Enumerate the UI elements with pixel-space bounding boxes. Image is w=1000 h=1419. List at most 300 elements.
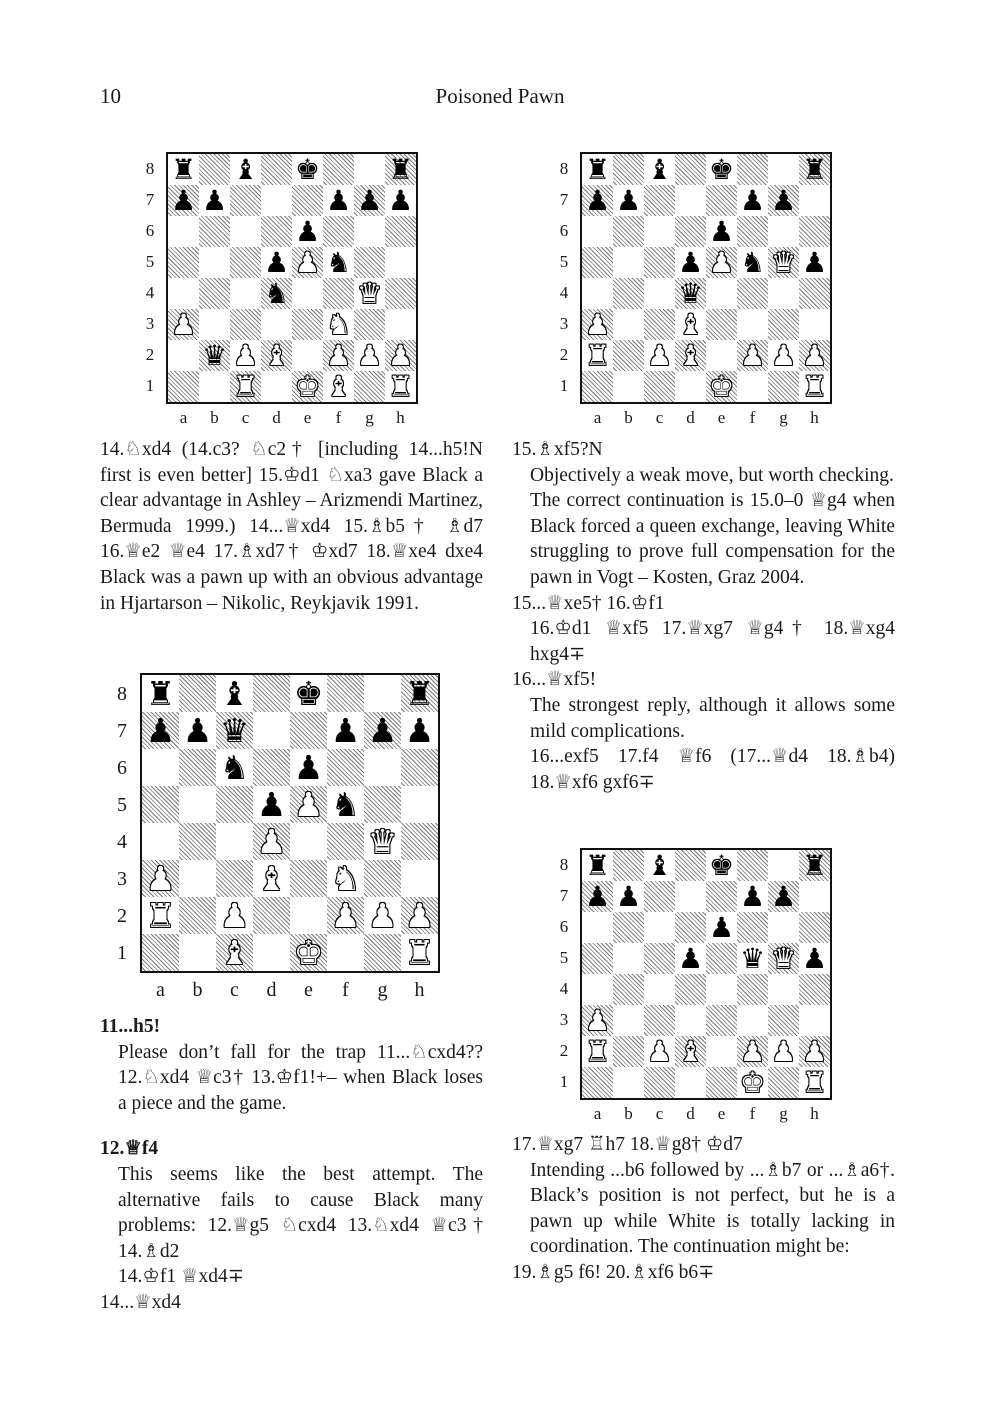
square-b6 (179, 749, 216, 786)
black-bishop-icon: ♝ (646, 850, 673, 881)
file-label: c (655, 1104, 664, 1123)
white-queen-icon: ♛ (770, 943, 797, 974)
white-king-icon: ♚ (739, 1067, 766, 1098)
white-king-icon: ♚ (294, 371, 321, 402)
white-pawn-icon: ♟ (739, 340, 766, 371)
square-e7 (706, 185, 737, 216)
square-e2 (706, 1036, 737, 1067)
square-f7 (737, 185, 768, 216)
square-h4 (799, 974, 830, 1005)
square-d7 (675, 185, 706, 216)
square-h4 (385, 278, 416, 309)
file-label: f (749, 1104, 756, 1123)
square-h1 (385, 371, 416, 402)
left-column (100, 437, 483, 616)
black-king-icon: ♚ (708, 850, 735, 881)
square-d2 (675, 1036, 706, 1067)
rank-label: 6 (145, 220, 155, 240)
square-g6 (768, 912, 799, 943)
square-b6 (613, 912, 644, 943)
square-g7 (768, 881, 799, 912)
square-d4 (675, 278, 706, 309)
white-pawn-icon: ♟ (367, 897, 398, 934)
variation: 16.♔d1 ♕xf5 17.♕xg7 ♕g4† 18.♕xg4 hxg4∓ (530, 618, 895, 665)
square-g3 (354, 309, 385, 340)
square-h3 (401, 860, 438, 897)
square-b6 (613, 216, 644, 247)
square-d5 (253, 786, 290, 823)
square-g1 (354, 371, 385, 402)
rank-label: 2 (559, 344, 569, 364)
rank-label: 6 (559, 916, 569, 936)
white-pawn-icon: ♟ (708, 247, 735, 278)
black-pawn-icon: ♟ (367, 712, 398, 749)
square-f8 (737, 850, 768, 881)
black-pawn-icon: ♟ (770, 185, 797, 216)
rank-label: 3 (559, 313, 569, 333)
black-knight-icon: ♞ (739, 247, 766, 278)
paragraph: Objectively a weak move, but worth checking. (530, 464, 894, 486)
file-label: h (396, 408, 405, 427)
black-knight-icon: ♞ (325, 247, 352, 278)
square-b7 (613, 881, 644, 912)
square-f6 (323, 216, 354, 247)
file-label: h (810, 408, 819, 427)
square-b4 (179, 823, 216, 860)
square-g4 (768, 974, 799, 1005)
white-pawn-icon: ♟ (584, 1005, 611, 1036)
black-queen-icon: ♛ (201, 340, 228, 371)
left-column-lower (100, 1014, 483, 1316)
square-b7 (613, 185, 644, 216)
square-a3 (582, 1005, 613, 1036)
square-e1 (706, 1067, 737, 1098)
square-d7 (675, 881, 706, 912)
file-label: b (210, 408, 219, 427)
square-h2 (799, 340, 830, 371)
square-e6 (706, 912, 737, 943)
square-h4 (401, 823, 438, 860)
square-d6 (675, 912, 706, 943)
square-f7 (323, 185, 354, 216)
square-a2 (582, 340, 613, 371)
white-bishop-icon: ♝ (263, 340, 290, 371)
square-f1 (737, 1067, 768, 1098)
square-g2 (364, 897, 401, 934)
square-h7 (385, 185, 416, 216)
chessboard (580, 152, 832, 404)
rank-label: 2 (145, 344, 155, 364)
square-f8 (327, 675, 364, 712)
move-line: 17.♕xg7 ♖h7 18.♕g8† ♔d7 (512, 1134, 743, 1155)
variation: 14.♔f1 ♕xd4∓ (118, 1266, 245, 1288)
rank-label: 5 (145, 251, 155, 271)
square-d2 (253, 897, 290, 934)
move-line: 14...♕xd4 (100, 1291, 181, 1313)
square-g3 (768, 309, 799, 340)
black-knight-icon: ♞ (263, 278, 290, 309)
chessboard (166, 152, 418, 404)
square-g2 (768, 340, 799, 371)
square-a7 (142, 712, 179, 749)
rank-label: 1 (117, 941, 127, 964)
square-g6 (364, 749, 401, 786)
square-d4 (261, 278, 292, 309)
square-a3 (582, 309, 613, 340)
square-c2 (216, 897, 253, 934)
square-g2 (354, 340, 385, 371)
square-c4 (216, 823, 253, 860)
square-g5 (768, 247, 799, 278)
square-f3 (737, 309, 768, 340)
square-c8 (644, 850, 675, 881)
square-c3 (216, 860, 253, 897)
white-pawn-icon: ♟ (770, 1036, 797, 1067)
square-f7 (327, 712, 364, 749)
square-a3 (142, 860, 179, 897)
square-d7 (253, 712, 290, 749)
file-label: b (192, 979, 203, 1001)
square-b8 (199, 154, 230, 185)
square-b7 (199, 185, 230, 216)
square-g4 (768, 278, 799, 309)
black-queen-icon: ♛ (739, 943, 766, 974)
square-b1 (179, 934, 216, 971)
square-d5 (261, 247, 292, 278)
white-rook-icon: ♜ (145, 897, 176, 934)
black-king-icon: ♚ (293, 675, 324, 712)
white-bishop-icon: ♝ (677, 340, 704, 371)
square-c4 (230, 278, 261, 309)
black-bishop-icon: ♝ (646, 154, 673, 185)
rank-label: 5 (117, 793, 127, 816)
black-pawn-icon: ♟ (256, 786, 287, 823)
file-label: g (377, 979, 388, 1001)
square-f6 (737, 216, 768, 247)
white-pawn-icon: ♟ (801, 1036, 828, 1067)
rank-label: 4 (559, 282, 569, 302)
square-e5 (290, 786, 327, 823)
rank-label: 8 (145, 158, 155, 178)
square-c4 (644, 278, 675, 309)
square-d1 (675, 1067, 706, 1098)
square-c2 (644, 340, 675, 371)
square-f5 (323, 247, 354, 278)
white-pawn-icon: ♟ (294, 247, 321, 278)
rank-label: 8 (559, 854, 569, 874)
square-h3 (799, 309, 830, 340)
rank-label: 2 (559, 1040, 569, 1060)
square-a7 (168, 185, 199, 216)
white-pawn-icon: ♟ (646, 340, 673, 371)
square-e3 (292, 309, 323, 340)
file-label: c (655, 408, 664, 427)
chessboard (140, 673, 440, 973)
square-a8 (168, 154, 199, 185)
black-pawn-icon: ♟ (387, 185, 414, 216)
square-f5 (327, 786, 364, 823)
black-pawn-icon: ♟ (145, 712, 176, 749)
file-label: d (686, 1104, 695, 1123)
square-a4 (142, 823, 179, 860)
square-f4 (323, 278, 354, 309)
square-a2 (142, 897, 179, 934)
right-column-lower (512, 1132, 895, 1286)
square-h1 (799, 371, 830, 402)
square-e3 (290, 860, 327, 897)
square-g8 (768, 154, 799, 185)
rank-label: 1 (145, 375, 155, 395)
square-h8 (401, 675, 438, 712)
square-b3 (613, 1005, 644, 1036)
file-label: b (624, 408, 633, 427)
white-rook-icon: ♜ (584, 340, 611, 371)
square-c3 (644, 309, 675, 340)
move-heading: 12.♕f4 (100, 1138, 159, 1160)
white-rook-icon: ♜ (584, 1036, 611, 1067)
square-b2 (613, 340, 644, 371)
black-pawn-icon: ♟ (325, 185, 352, 216)
square-g3 (768, 1005, 799, 1036)
square-e2 (292, 340, 323, 371)
square-d8 (675, 154, 706, 185)
square-b5 (613, 943, 644, 974)
square-g7 (364, 712, 401, 749)
file-label: d (272, 408, 281, 427)
white-knight-icon: ♞ (330, 860, 361, 897)
file-label: f (749, 408, 756, 427)
square-d8 (261, 154, 292, 185)
black-pawn-icon: ♟ (182, 712, 213, 749)
square-a4 (168, 278, 199, 309)
square-g7 (768, 185, 799, 216)
square-e8 (706, 154, 737, 185)
square-g6 (768, 216, 799, 247)
square-e2 (290, 897, 327, 934)
square-e1 (290, 934, 327, 971)
square-g1 (364, 934, 401, 971)
file-label: c (241, 408, 250, 427)
square-h6 (799, 216, 830, 247)
square-g8 (354, 154, 385, 185)
white-pawn-icon: ♟ (770, 340, 797, 371)
square-a6 (582, 912, 613, 943)
rank-label: 5 (559, 251, 569, 271)
square-g1 (768, 1067, 799, 1098)
square-e7 (292, 185, 323, 216)
square-e8 (290, 675, 327, 712)
white-pawn-icon: ♟ (325, 340, 352, 371)
file-label: e (303, 408, 312, 427)
square-c1 (644, 1067, 675, 1098)
square-d3 (253, 860, 290, 897)
square-b5 (613, 247, 644, 278)
square-c5 (216, 786, 253, 823)
square-a7 (582, 881, 613, 912)
white-queen-icon: ♛ (367, 823, 398, 860)
move-heading: 11...h5! (100, 1016, 161, 1037)
square-b2 (613, 1036, 644, 1067)
black-pawn-icon: ♟ (677, 247, 704, 278)
square-c5 (644, 247, 675, 278)
square-d5 (675, 247, 706, 278)
square-d8 (675, 850, 706, 881)
square-c6 (216, 749, 253, 786)
file-label: a (593, 408, 602, 427)
variation: 16...exf5 17.f4 ♕f6 (17...♕d4 18.♗b4) 18.♕xf6 gxf6∓ (530, 746, 895, 793)
file-label: e (717, 1104, 726, 1123)
black-rook-icon: ♜ (404, 675, 435, 712)
square-d6 (261, 216, 292, 247)
square-f8 (323, 154, 354, 185)
square-f6 (737, 912, 768, 943)
white-pawn-icon: ♟ (739, 1036, 766, 1067)
square-f5 (737, 247, 768, 278)
white-pawn-icon: ♟ (387, 340, 414, 371)
black-pawn-icon: ♟ (708, 912, 735, 943)
square-b2 (179, 897, 216, 934)
square-c7 (644, 881, 675, 912)
square-f1 (327, 934, 364, 971)
square-a5 (582, 943, 613, 974)
square-a1 (168, 371, 199, 402)
file-label: e (304, 979, 313, 1001)
square-a5 (142, 786, 179, 823)
square-e6 (706, 216, 737, 247)
black-queen-icon: ♛ (677, 278, 704, 309)
move-line: 16...♕xf5! (512, 669, 597, 691)
black-rook-icon: ♜ (170, 154, 197, 185)
white-rook-icon: ♜ (801, 371, 828, 402)
white-pawn-icon: ♟ (145, 860, 176, 897)
black-pawn-icon: ♟ (801, 943, 828, 974)
square-e1 (292, 371, 323, 402)
black-pawn-icon: ♟ (263, 247, 290, 278)
square-f4 (327, 823, 364, 860)
square-a8 (142, 675, 179, 712)
square-b4 (199, 278, 230, 309)
square-d1 (261, 371, 292, 402)
square-g3 (364, 860, 401, 897)
square-b1 (199, 371, 230, 402)
square-f6 (327, 749, 364, 786)
square-b4 (613, 278, 644, 309)
white-queen-icon: ♛ (356, 278, 383, 309)
square-h7 (799, 185, 830, 216)
square-b7 (179, 712, 216, 749)
file-label: a (179, 408, 188, 427)
square-g2 (768, 1036, 799, 1067)
rank-label: 3 (145, 313, 155, 333)
black-king-icon: ♚ (708, 154, 735, 185)
square-c6 (230, 216, 261, 247)
square-d3 (675, 309, 706, 340)
square-f5 (737, 943, 768, 974)
square-f1 (737, 371, 768, 402)
square-d1 (253, 934, 290, 971)
square-f4 (737, 278, 768, 309)
white-queen-icon: ♛ (770, 247, 797, 278)
square-g8 (364, 675, 401, 712)
rank-label: 6 (117, 756, 127, 779)
square-a3 (168, 309, 199, 340)
square-e6 (290, 749, 327, 786)
square-c7 (216, 712, 253, 749)
square-h3 (385, 309, 416, 340)
square-e3 (706, 1005, 737, 1036)
rank-label: 4 (145, 282, 155, 302)
square-f3 (323, 309, 354, 340)
rank-label: 7 (559, 885, 569, 905)
square-a5 (168, 247, 199, 278)
file-label: d (686, 408, 695, 427)
square-e8 (292, 154, 323, 185)
black-pawn-icon: ♟ (801, 247, 828, 278)
square-b1 (613, 371, 644, 402)
white-bishop-icon: ♝ (219, 934, 250, 971)
white-rook-icon: ♜ (232, 371, 259, 402)
file-label: f (335, 408, 342, 427)
square-h5 (799, 943, 830, 974)
square-g7 (354, 185, 385, 216)
white-pawn-icon: ♟ (330, 897, 361, 934)
square-d1 (675, 371, 706, 402)
chessboard (580, 848, 832, 1100)
square-h5 (385, 247, 416, 278)
square-g5 (364, 786, 401, 823)
white-bishop-icon: ♝ (677, 309, 704, 340)
square-a2 (168, 340, 199, 371)
white-bishop-icon: ♝ (677, 1036, 704, 1067)
square-a8 (582, 154, 613, 185)
paragraph: Intending ...b6 followed by ...♗b7 or ...♗a6†. Black’s position is not perfect, but he is a pawn up while White is totally lacking in coordination. The continuation might be: (530, 1159, 895, 1258)
square-c3 (230, 309, 261, 340)
black-bishop-icon: ♝ (219, 675, 250, 712)
rank-label: 6 (559, 220, 569, 240)
black-pawn-icon: ♟ (294, 216, 321, 247)
black-rook-icon: ♜ (584, 850, 611, 881)
white-pawn-icon: ♟ (646, 1036, 673, 1067)
black-rook-icon: ♜ (584, 154, 611, 185)
square-f4 (737, 974, 768, 1005)
square-e6 (292, 216, 323, 247)
square-c5 (644, 943, 675, 974)
black-pawn-icon: ♟ (404, 712, 435, 749)
white-bishop-icon: ♝ (256, 860, 287, 897)
square-d8 (253, 675, 290, 712)
square-e4 (290, 823, 327, 860)
black-knight-icon: ♞ (219, 749, 250, 786)
black-pawn-icon: ♟ (615, 185, 642, 216)
black-king-icon: ♚ (294, 154, 321, 185)
square-e1 (706, 371, 737, 402)
square-a4 (582, 278, 613, 309)
black-queen-icon: ♛ (219, 712, 250, 749)
square-c7 (230, 185, 261, 216)
square-g8 (768, 850, 799, 881)
white-pawn-icon: ♟ (404, 897, 435, 934)
square-e7 (290, 712, 327, 749)
file-label: h (414, 979, 425, 1001)
file-label: a (593, 1104, 602, 1123)
file-label: g (779, 408, 788, 427)
square-c1 (216, 934, 253, 971)
square-d3 (261, 309, 292, 340)
square-g4 (354, 278, 385, 309)
square-b3 (613, 309, 644, 340)
file-label: e (717, 408, 726, 427)
square-h2 (799, 1036, 830, 1067)
